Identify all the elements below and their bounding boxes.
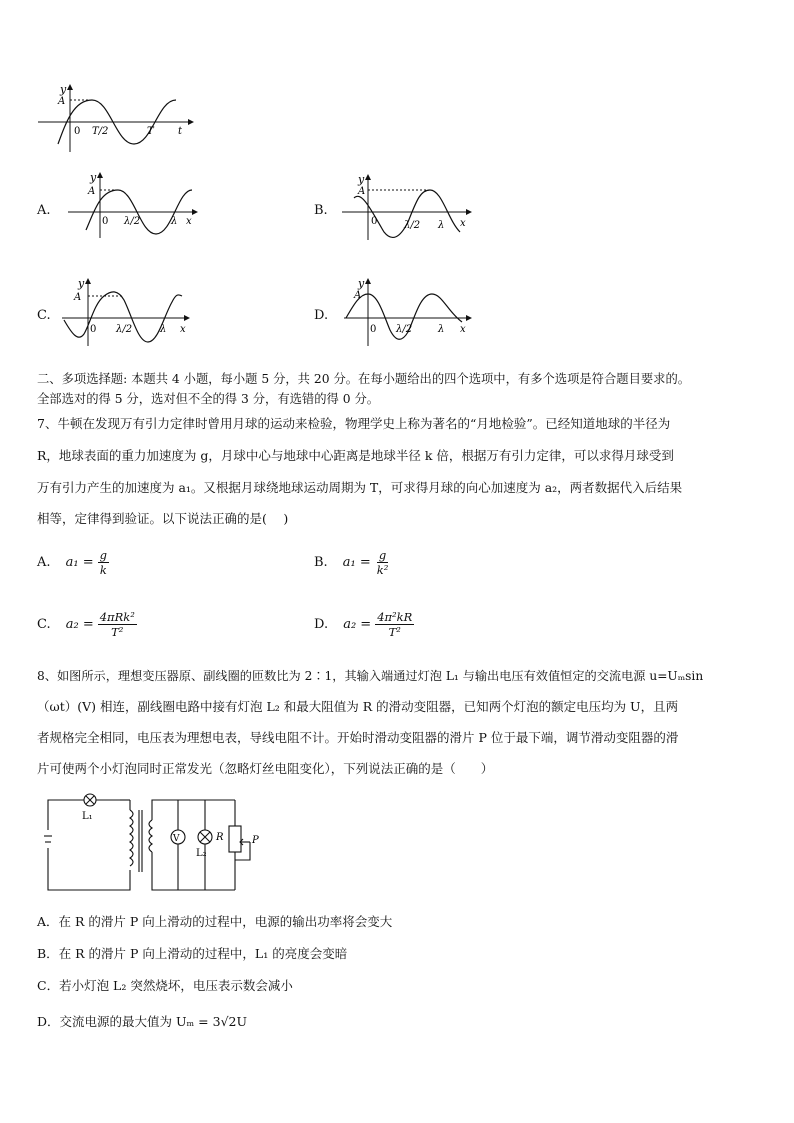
- q8-line1: 8、如图所示，理想变压器原、副线圈的匝数比为 2∶1，其输入端通过灯泡 L₁ 与输出电压有效值恒定的交流电源 u=Uₘsin: [37, 669, 704, 683]
- q6-stem-y: y: [60, 83, 67, 96]
- q6-optB-label[interactable]: B.: [314, 203, 328, 218]
- svg-text:λ/2: λ/2: [124, 216, 141, 227]
- svg-text:0: 0: [370, 324, 377, 335]
- q6-optC-label[interactable]: C.: [37, 308, 51, 323]
- q7-line1: 7、牛顿在发现万有引力定律时曾用月球的运动来检验，物理学史上称为著名的“月地检验”。已经知道地球的半径为: [37, 416, 671, 431]
- q7-line2: R，地球表面的重力加速度为 g，月球中心与地球中心距离是地球半径 k 倍，根据万有引力定律，可以求得月球受到: [37, 448, 674, 463]
- q6-stem-full: T: [147, 126, 154, 137]
- q7-optA[interactable]: A. a₁ = $\frac{g}{k}$: [37, 548, 107, 577]
- svg-text:A: A: [358, 186, 366, 197]
- q6-stem-origin: 0: [74, 126, 81, 137]
- q7-optC[interactable]: C. a₂ = $\frac{\text{4πRk²}}{\text{T²}}$: [37, 610, 135, 639]
- q6-optD-label[interactable]: D.: [314, 308, 329, 323]
- svg-text:λ: λ: [160, 324, 167, 335]
- svg-text:0: 0: [90, 324, 97, 335]
- svg-text:P: P: [252, 835, 259, 846]
- q8-optA[interactable]: A．在 R 的滑片 P 向上滑动的过程中，电源的输出功率将会变大: [37, 914, 393, 929]
- q6-stem-t: t: [178, 126, 183, 137]
- svg-text:0: 0: [102, 216, 109, 227]
- q7-line3: 万有引力产生的加速度为 a₁。又根据月球绕地球运动周期为 T，可求得月球的向心加速度为 a₂，两者数据代入后结果: [37, 480, 683, 495]
- q7-optD[interactable]: D. a₂ = $\frac{\text{4π²kR}}{\text{T²}}$: [314, 610, 413, 639]
- q6-optC-graph[interactable]: [60, 276, 200, 348]
- svg-text:x: x: [180, 324, 186, 335]
- primary-coil-icon: [130, 810, 133, 866]
- q8-optB[interactable]: B．在 R 的滑片 P 向上滑动的过程中，L₁ 的亮度会变暗: [37, 946, 348, 961]
- section2-line1: 二、多项选择题: 本题共 4 小题，每小题 5 分，共 20 分。在每小题给出的四个选项中，有多个选项是符合题目要求的。: [37, 372, 691, 386]
- svg-text:A: A: [74, 292, 82, 303]
- svg-text:λ: λ: [171, 216, 178, 227]
- svg-text:λ/2: λ/2: [404, 220, 421, 231]
- q8-line3: 者规格完全相同，电压表为理想电表，导线电阻不计。开始时滑动变阻器的滑片 P 位于最下端，调节滑动变阻器的滑: [37, 730, 679, 745]
- q6-stem-half: T/2: [92, 126, 109, 137]
- svg-text:λ: λ: [438, 220, 445, 231]
- svg-text:0: 0: [371, 216, 378, 227]
- q6-optA-label[interactable]: A.: [37, 203, 51, 218]
- svg-text:A: A: [354, 290, 362, 301]
- svg-text:λ/2: λ/2: [116, 324, 133, 335]
- q8-optC[interactable]: C．若小灯泡 L₂ 突然烧坏，电压表示数会减小: [37, 978, 293, 993]
- svg-text:y: y: [78, 277, 85, 290]
- section2-line2: 全部选对的得 5 分，选对但不全的得 3 分，有选错的得 0 分。: [37, 392, 380, 406]
- svg-text:λ: λ: [438, 324, 445, 335]
- q8-optD[interactable]: D．交流电源的最大值为 Uₘ = 3√2U: [37, 1014, 248, 1029]
- q7-optB[interactable]: B. a₁ = $\frac{g}{\text{k²}}$: [314, 548, 389, 577]
- svg-text:y: y: [90, 171, 97, 184]
- svg-text:x: x: [460, 218, 466, 229]
- svg-text:V: V: [173, 834, 180, 844]
- secondary-coil-icon: [149, 820, 152, 852]
- q6-stem-A: A: [58, 96, 66, 107]
- q8-circuit-diagram: [40, 790, 270, 895]
- svg-text:y: y: [358, 173, 365, 186]
- q6-stem-graph: [36, 82, 196, 154]
- q8-line2: （ωt）(V) 相连，副线圈电路中接有灯泡 L₂ 和最大阻值为 R 的滑动变阻器，已知两个灯泡的额定电压均为 U，且两: [37, 699, 679, 714]
- svg-text:A: A: [88, 186, 96, 197]
- q8-line4: 片可使两个小灯泡同时正常发光（忽略灯丝电阻变化），下列说法正确的是（ ）: [37, 761, 494, 776]
- svg-text:R: R: [216, 832, 224, 843]
- svg-text:y: y: [358, 277, 365, 290]
- svg-text:L₂: L₂: [196, 848, 207, 859]
- q6-optD-graph[interactable]: [342, 276, 482, 348]
- q6-optB-graph[interactable]: [338, 172, 478, 242]
- q7-line4: 相等，定律得到验证。以下说法正确的是( ): [37, 511, 289, 526]
- svg-text:x: x: [186, 216, 192, 227]
- svg-text:L₁: L₁: [82, 811, 93, 822]
- svg-text:x: x: [460, 324, 466, 335]
- svg-text:λ/2: λ/2: [396, 324, 413, 335]
- rheostat-icon: [229, 826, 241, 852]
- q6-optA-graph[interactable]: [64, 170, 204, 240]
